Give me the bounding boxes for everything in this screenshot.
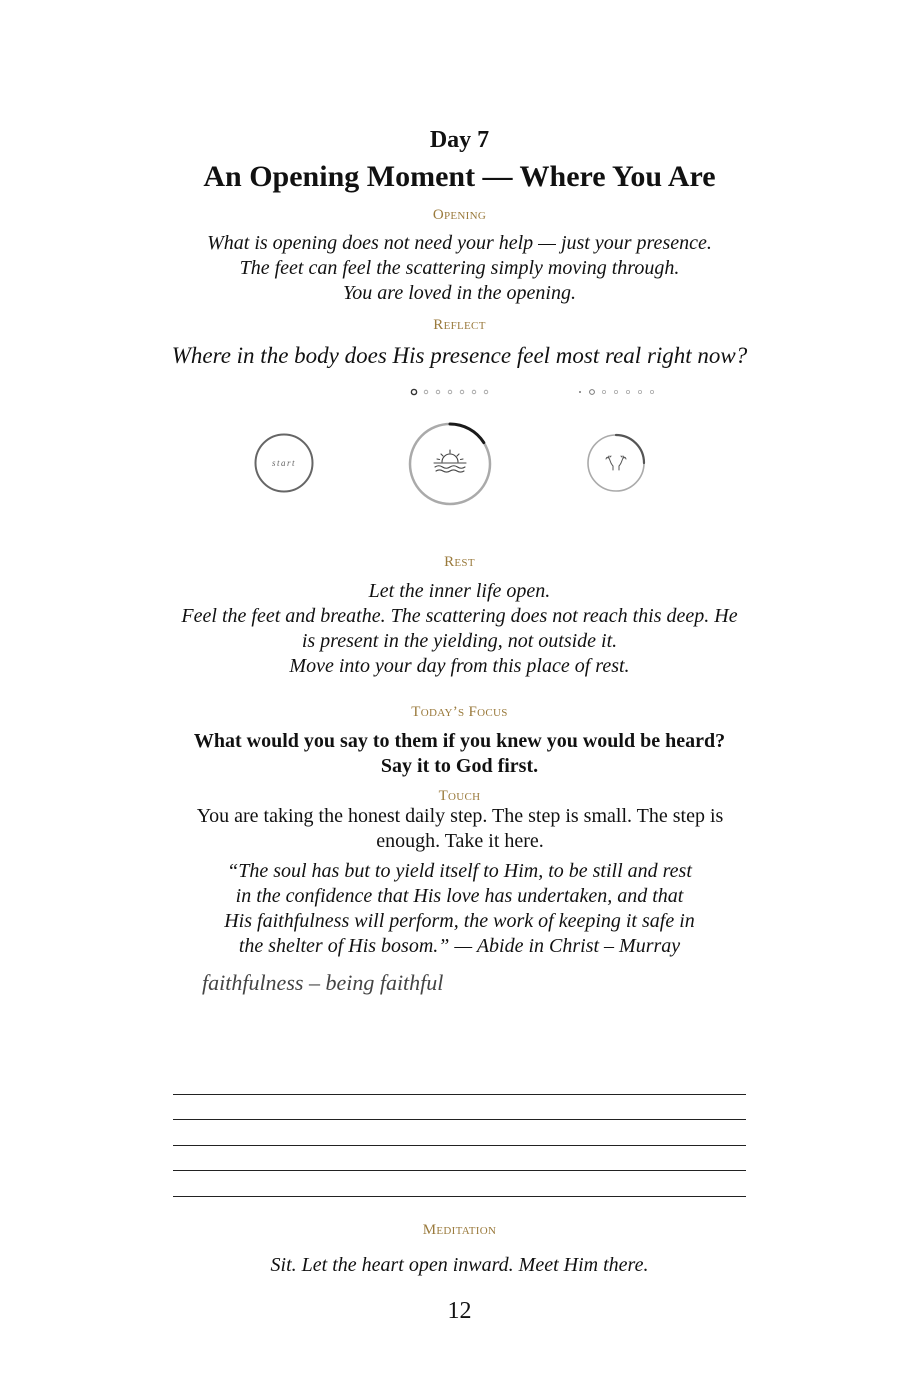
step-dot xyxy=(484,390,488,394)
quote-block xyxy=(0,859,919,959)
touch-label: Touch xyxy=(438,788,481,804)
prayer-dial[interactable] xyxy=(584,431,648,495)
step-dots-secondary xyxy=(574,384,658,400)
touch-line: enough. Take it here. xyxy=(376,830,544,852)
quote-line: “The soul has but to yield itself to Him, to be still and rest xyxy=(227,860,692,882)
step-dot xyxy=(602,390,605,393)
writing-line[interactable] xyxy=(173,1170,746,1171)
meditation-label: Meditation xyxy=(422,1222,497,1238)
step-dot xyxy=(448,390,452,394)
page-title: An Opening Moment — Where You Are xyxy=(203,160,716,193)
step-dot xyxy=(638,390,641,393)
step-dots-main xyxy=(405,384,495,400)
opening-line: You are loved in the opening. xyxy=(343,282,576,304)
focus-line: Say it to God first. xyxy=(380,755,539,777)
writing-line[interactable] xyxy=(173,1196,746,1197)
focus-text xyxy=(0,729,919,779)
quote-line: in the confidence that His love has undertaken, and that xyxy=(235,885,684,907)
page-number: 12 xyxy=(447,1298,472,1324)
start-label: start xyxy=(271,458,297,468)
reflect-question: Where in the body does His presence feel most real right now? xyxy=(171,343,748,368)
rest-line: Let the inner life open. xyxy=(368,580,551,602)
step-dot xyxy=(614,390,617,393)
rest-label: Rest xyxy=(444,554,475,570)
focus-line: What would you say to them if you knew you would be heard? xyxy=(193,730,726,752)
step-dot-active xyxy=(411,389,416,394)
day-heading: Day 7 xyxy=(429,127,490,153)
step-dot xyxy=(472,390,476,394)
step-dot-active xyxy=(590,390,595,395)
definition-note: faithfulness – being faithful xyxy=(202,970,444,995)
rest-line: Move into your day from this place of rest. xyxy=(289,655,630,677)
step-dot xyxy=(436,390,440,394)
rest-text xyxy=(0,579,919,679)
meditation-text: Sit. Let the heart open inward. Meet Him there. xyxy=(270,1254,649,1276)
focus-label: Today’s Focus xyxy=(411,704,508,720)
step-dot xyxy=(460,390,464,394)
writing-line[interactable] xyxy=(173,1145,746,1146)
rest-line: is present in the yielding, not outside it. xyxy=(301,630,618,652)
writing-line[interactable] xyxy=(173,1119,746,1120)
touch-text xyxy=(160,804,760,854)
step-dot xyxy=(424,390,428,394)
opening-label: Opening xyxy=(432,207,487,223)
writing-line[interactable] xyxy=(173,1094,746,1095)
opening-line: What is opening does not need your help — just your presence. xyxy=(207,232,712,254)
quote-line: the shelter of His bosom.” — Abide in Christ – Murray xyxy=(238,935,681,957)
rest-line: Feel the feet and breathe. The scattering does not reach this deep. He xyxy=(181,605,738,627)
touch-line: You are taking the honest daily step. The step is small. The step is xyxy=(196,805,724,827)
step-dot xyxy=(650,390,653,393)
progress-dial[interactable] xyxy=(405,419,495,509)
opening-text xyxy=(0,231,919,306)
quote-line: His faithfulness will perform, the work of keeping it safe in xyxy=(224,910,695,932)
start-button[interactable] xyxy=(252,431,316,495)
opening-line: The feet can feel the scattering simply moving through. xyxy=(239,257,680,279)
step-dot xyxy=(579,391,581,393)
reflect-label: Reflect xyxy=(433,317,486,333)
step-dot xyxy=(626,390,629,393)
